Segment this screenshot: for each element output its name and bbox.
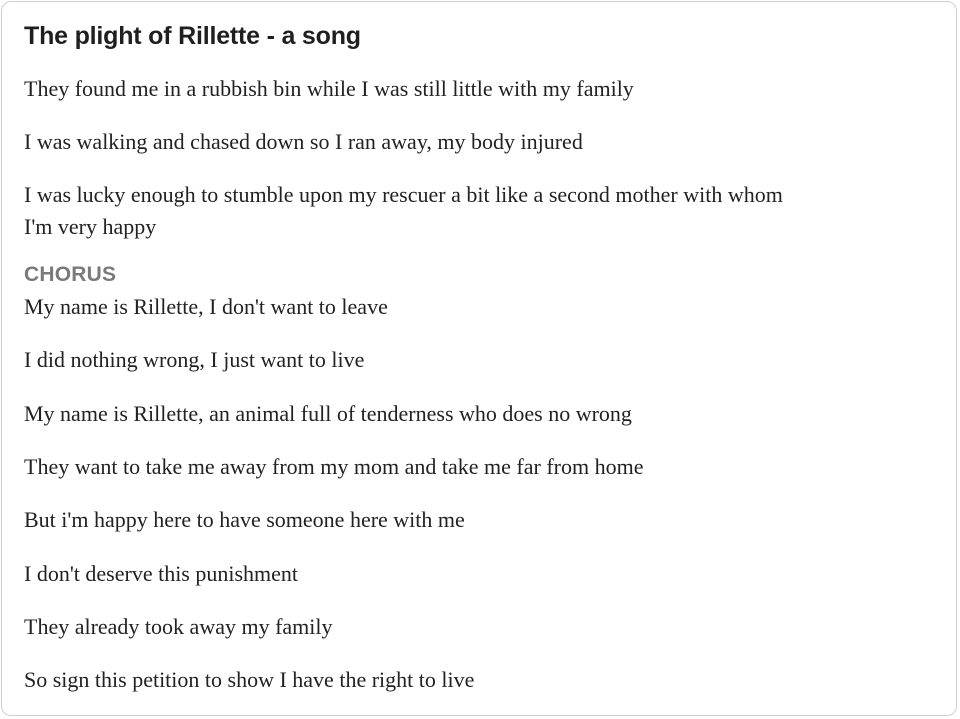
chorus-line: So sign this petition to show I have the right to live (24, 667, 475, 692)
chorus-line: I did nothing wrong, I just want to live (24, 347, 365, 372)
chorus-line: They want to take me away from my mom and take me far from home (24, 454, 644, 479)
chorus-line: My name is Rillette, an animal full of tenderness who does no wrong (24, 401, 632, 426)
chorus-heading: CHORUS (24, 263, 117, 286)
chorus-line: They already took away my family (24, 614, 333, 639)
song-card (1, 1, 957, 716)
chorus-line: I don't deserve this punishment (24, 561, 299, 586)
verse-line: I was lucky enough to stumble upon my rescuer a bit like a second mother with whom (24, 182, 783, 207)
verse-line: They found me in a rubbish bin while I was still little with my family (24, 76, 634, 101)
verse-line: I'm very happy (24, 214, 157, 239)
chorus-line: But i'm happy here to have someone here with me (24, 507, 465, 532)
chorus-line: My name is Rillette, I don't want to leave (24, 294, 388, 319)
verse-line: I was walking and chased down so I ran away, my body injured (24, 129, 583, 154)
song-title: The plight of Rillette - a song (24, 22, 361, 50)
